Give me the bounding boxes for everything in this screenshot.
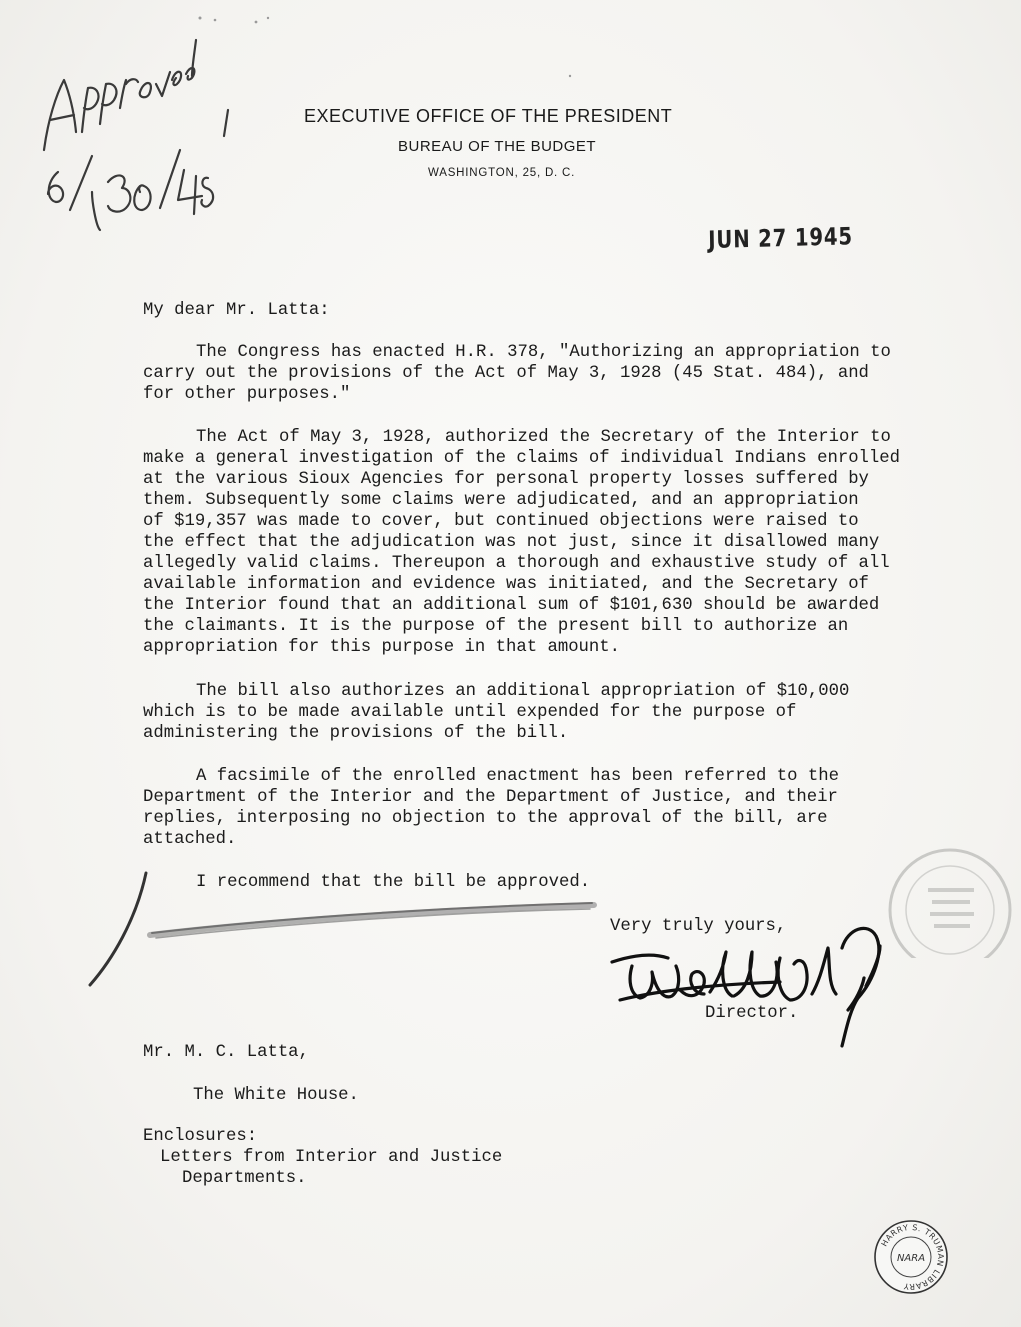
signature-title: Director. <box>705 1004 799 1023</box>
paragraph-2-line: the claimants. It is the purpose of the present bill to authorize an <box>143 617 849 636</box>
recommendation-line: I recommend that the bill be approved. <box>196 873 591 892</box>
paragraph-3-line: The bill also authorizes an additional appropriation of $10,000 <box>196 682 850 701</box>
truman-library-seal <box>872 1218 950 1296</box>
paragraph-4-line: Department of the Interior and the Department of Justice, and their <box>143 788 838 807</box>
faded-archival-seal <box>872 848 1021 958</box>
paragraph-2-line: of $19,357 was made to cover, but continued objections were raised to <box>143 512 859 531</box>
letterhead-office: EXECUTIVE OFFICE OF THE PRESIDENT <box>304 106 673 126</box>
handwritten-approval-note <box>44 40 228 230</box>
paragraph-4-line: attached. <box>143 830 237 849</box>
paragraph-2-line: The Act of May 3, 1928, authorized the Secretary of the Interior to <box>196 428 891 447</box>
paragraph-1-line: The Congress has enacted H.R. 378, "Authorizing an appropriation to <box>196 343 891 362</box>
paragraph-2-line: appropriation for this purpose in that amount. <box>143 638 621 657</box>
paragraph-2-line: the effect that the adjudication was not just, since it disallowed many <box>143 533 880 552</box>
date-stamp: JUN 27 1945 <box>708 222 854 254</box>
paragraph-2-line: make a general investigation of the claims of individual Indians enrolled <box>143 449 901 468</box>
enclosures-label: Enclosures: <box>143 1127 258 1146</box>
paragraph-1-line: for other purposes." <box>143 385 351 404</box>
paragraph-2-line: them. Subsequently some claims were adjudicated, and an appropriation <box>143 491 859 510</box>
pencil-underline <box>150 903 594 938</box>
seal-ring-text: HARRY S. TRUMAN LIBRARY <box>879 1222 946 1292</box>
paragraph-2-line: the Interior found that an additional sum of $101,630 should be awarded <box>143 596 880 615</box>
addressee-name: Mr. M. C. Latta, <box>143 1043 309 1062</box>
paragraph-4-line: A facsimile of the enrolled enactment has been referred to the <box>196 767 839 786</box>
paragraph-4-line: replies, interposing no objection to the approval of the bill, are <box>143 809 828 828</box>
letterhead-location: WASHINGTON, 25, D. C. <box>428 167 576 179</box>
paragraph-2-line: at the various Sioux Agencies for personal property losses suffered by <box>143 470 869 489</box>
approval-slash-mark <box>90 873 146 985</box>
paragraph-2-line: available information and evidence was initiated, and the Secretary of <box>143 575 869 594</box>
enclosures-line: Departments. <box>182 1169 307 1188</box>
salutation: My dear Mr. Latta: <box>143 301 330 320</box>
paragraph-2-line: allegedly valid claims. Thereupon a thorough and exhaustive study of all <box>143 554 890 573</box>
seal-center-text: NARA <box>896 1253 926 1264</box>
paragraph-1-line: carry out the provisions of the Act of May 3, 1928 (45 Stat. 484), and <box>143 364 869 383</box>
pencil-specks <box>199 17 572 78</box>
letterhead-bureau: BUREAU OF THE BUDGET <box>398 138 597 155</box>
handwritten-signature <box>612 928 880 1046</box>
closing: Very truly yours, <box>610 917 787 936</box>
paragraph-3-line: administering the provisions of the bill. <box>143 724 569 743</box>
enclosures-line: Letters from Interior and Justice <box>160 1148 503 1167</box>
addressee-office: The White House. <box>193 1086 359 1105</box>
paragraph-3-line: which is to be made available until expended for the purpose of <box>143 703 797 722</box>
